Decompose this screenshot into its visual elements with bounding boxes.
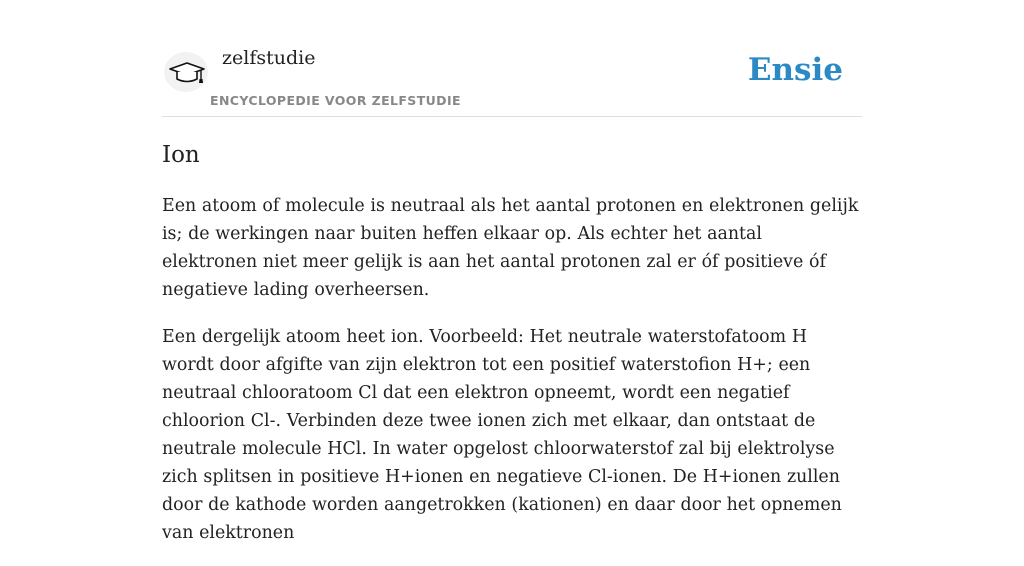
article-title: Ion — [162, 142, 200, 168]
graduation-cap-icon — [168, 58, 206, 88]
site-header — [162, 0, 862, 117]
article-body — [162, 192, 862, 566]
site-name[interactable]: zelfstudie — [222, 47, 316, 69]
ensie-brand-link[interactable]: Ensie — [747, 52, 843, 88]
site-logo[interactable] — [164, 52, 208, 92]
article-paragraph: Een dergelijk atoom heet ion. Voorbeeld: Het neutrale waterstofatoom H wordt door afgifte van zijn elektron tot een positief waterstofion H+; een neutraal chlooratoom Cl dat een elektron opneemt, wordt een negatief chloorion Cl-. Verbinden deze twee ionen zich met elkaar, dan ontstaat de neutrale molecule HCl. In water opgelost chloorwaterstof zal bij elektrolyse zich splitsen in positieve H+ionen en negatieve Cl-ionen. De H+ionen zullen door de kathode worden aangetrokken (kationen) en daar door het opnemen van elektronen — [162, 327, 842, 543]
page — [162, 0, 862, 543]
site-tagline: ENCYCLOPEDIE VOOR ZELFSTUDIE — [210, 93, 461, 108]
article-paragraph: Een atoom of molecule is neutraal als het aantal protonen en elektronen gelijk is; de werkingen naar buiten heffen elkaar op. Als echter het aantal elektronen niet meer gelijk is aan het aantal protonen zal er óf positieve óf negatieve lading overheersen. — [162, 196, 859, 300]
